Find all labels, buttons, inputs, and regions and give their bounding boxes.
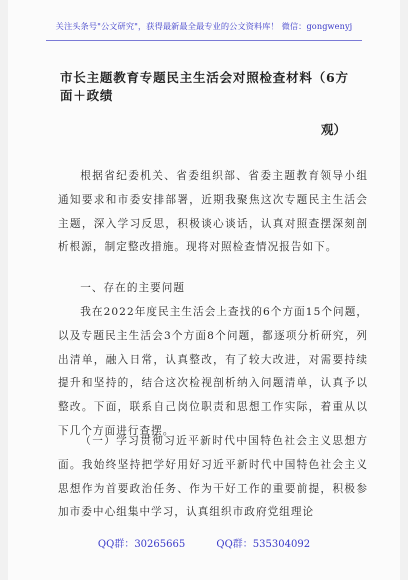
promo-banner: 关注头条号"公文研究"，获得最新最全最专业的公文资料库！ 微信：gongwenyj	[55, 21, 353, 31]
document-title-line2: 观）	[320, 122, 346, 137]
section-heading: 一、存在的主要问题	[80, 282, 186, 294]
header-divider	[46, 40, 362, 41]
document-page	[8, 0, 400, 580]
body-paragraph: 我在2022年度民主生活会上查找的6个方面15个问题，以及专题民主生活会3个方面8个问题，都逐项分析研究，列出清单，融入日常，认真整改，有了较大改进，对需要持续提升和坚持的，结合这次检视剖析纳入问题清单，认真予以整改。下面，联系自己岗位职责和思想工作实际，着重从以下几个方面进行查摆。	[58, 306, 368, 437]
qq-group-2: QQ群：535304092	[216, 539, 311, 550]
subsection-paragraph: （一）学习贯彻习近平新时代中国特色社会主义思想方面。我始终坚持把学好用好习近平新时代中国特色社会主义思想作为首要政治任务、作为干好工作的重要前提，积极参加市委中心组集中学习，认真组织市政府党组理论	[58, 435, 368, 519]
footer-contacts	[8, 535, 400, 550]
document-title-line1: 市长主题教育专题民主生活会对照检查材料（6方面＋政绩	[60, 70, 349, 103]
qq-group-1: QQ群：30265665	[97, 539, 186, 550]
intro-paragraph: 根据省纪委机关、省委组织部、省委主题教育领导小组通知要求和市委安排部署，近期我聚焦这次专题民主生活会主题，深入学习反思，积极谈心谈话，认真对照查摆深刻剖析根源，制定整改措施。现将对照检查情况报告如下。	[58, 170, 368, 254]
